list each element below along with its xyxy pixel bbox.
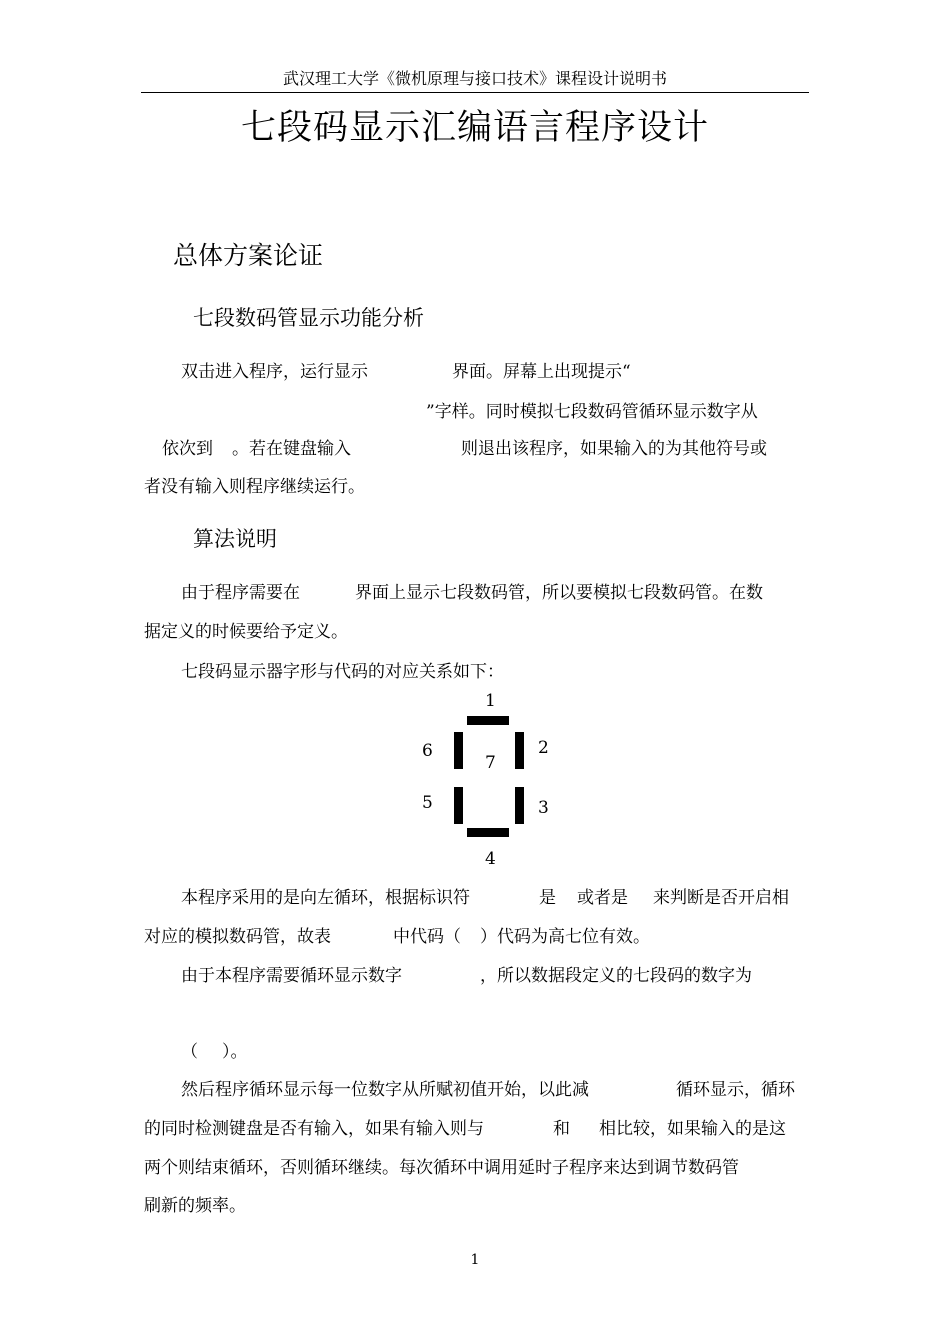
algorithm-p5-line1-part1: 然后程序循环显示每一位数字从所赋初值开始，以此减 xyxy=(181,1080,589,1100)
segment-5 xyxy=(454,787,463,824)
algorithm-p2: 七段码显示器字形与代码的对应关系如下： xyxy=(181,662,504,682)
algorithm-p3-line1-part2: 是 xyxy=(539,888,556,908)
segment-2 xyxy=(515,732,524,769)
header-rule xyxy=(141,92,809,93)
analysis-line2: ”字样。同时模拟七段数码管循环显示数字从 xyxy=(426,402,758,422)
subsection-heading-algorithm: 算法说明 xyxy=(193,527,277,551)
algorithm-p3-line1-part1: 本程序采用的是向左循环，根据标识符 xyxy=(181,888,470,908)
algorithm-p4-line2-part1: （ xyxy=(181,1042,198,1062)
segment-1 xyxy=(467,716,509,725)
running-header: 武汉理工大学《微机原理与接口技术》课程设计说明书 xyxy=(282,69,667,88)
algorithm-p5-line1-part2: 循环显示，循环 xyxy=(676,1080,795,1100)
segment-label-3: 3 xyxy=(538,798,549,818)
analysis-line4: 者没有输入则程序继续运行。 xyxy=(144,477,365,497)
algorithm-p3-line2-part2: 中代码（ xyxy=(393,927,461,947)
algorithm-p3-line1-part4: 来判断是否开启相 xyxy=(653,888,789,908)
algorithm-p1-line2: 据定义的时候要给予定义。 xyxy=(144,622,348,642)
analysis-line3-part1: 依次到 xyxy=(162,439,213,459)
algorithm-p5-line2-part2: 和 xyxy=(553,1119,570,1139)
algorithm-p5-line2-part1: 的同时检测键盘是否有输入，如果有输入则与 xyxy=(144,1119,484,1139)
section-heading: 总体方案论证 xyxy=(173,241,324,270)
segment-6 xyxy=(454,732,463,769)
algorithm-p3-line2-part3: ）代码为高七位有效。 xyxy=(480,927,650,947)
analysis-line3-part2: 。若在键盘输入 xyxy=(232,439,351,459)
segment-3 xyxy=(515,787,524,824)
document-title: 七段码显示汇编语言程序设计 xyxy=(240,108,709,148)
algorithm-p5-line3: 两个则结束循环，否则循环继续。每次循环中调用延时子程序来达到调节数码管 xyxy=(144,1158,739,1178)
segment-label-6: 6 xyxy=(422,741,433,761)
segment-4 xyxy=(467,828,509,837)
segment-label-4: 4 xyxy=(485,849,496,869)
algorithm-p5-line2-part3: 相比较，如果输入的是这 xyxy=(599,1119,786,1139)
algorithm-p5-line4: 刷新的频率。 xyxy=(144,1196,246,1216)
page-number: 1 xyxy=(470,1252,480,1268)
algorithm-p1-line1-part2: 界面上显示七段数码管，所以要模拟七段数码管。在数 xyxy=(355,583,763,603)
segment-label-2: 2 xyxy=(538,738,549,758)
algorithm-p4-line2-part2: ）。 xyxy=(222,1042,248,1062)
algorithm-p4-line1-part2: ，所以数据段定义的七段码的数字为 xyxy=(480,966,752,986)
algorithm-p3-line2-part1: 对应的模拟数码管，故表 xyxy=(144,927,331,947)
subsection-heading-analysis: 七段数码管显示功能分析 xyxy=(193,306,424,330)
segment-label-7: 7 xyxy=(485,753,496,773)
algorithm-p3-line1-part3: 或者是 xyxy=(577,888,628,908)
algorithm-p1-line1-part1: 由于程序需要在 xyxy=(181,583,300,603)
analysis-line3-part3: 则退出该程序，如果输入的为其他符号或 xyxy=(461,439,767,459)
segment-label-1: 1 xyxy=(485,691,496,711)
analysis-line1-part2: 界面。屏幕上出现提示“ xyxy=(452,362,631,382)
algorithm-p4-line1-part1: 由于本程序需要循环显示数字 xyxy=(181,966,402,986)
segment-label-5: 5 xyxy=(422,793,433,813)
analysis-line1-part1: 双击进入程序，运行显示 xyxy=(181,362,368,382)
